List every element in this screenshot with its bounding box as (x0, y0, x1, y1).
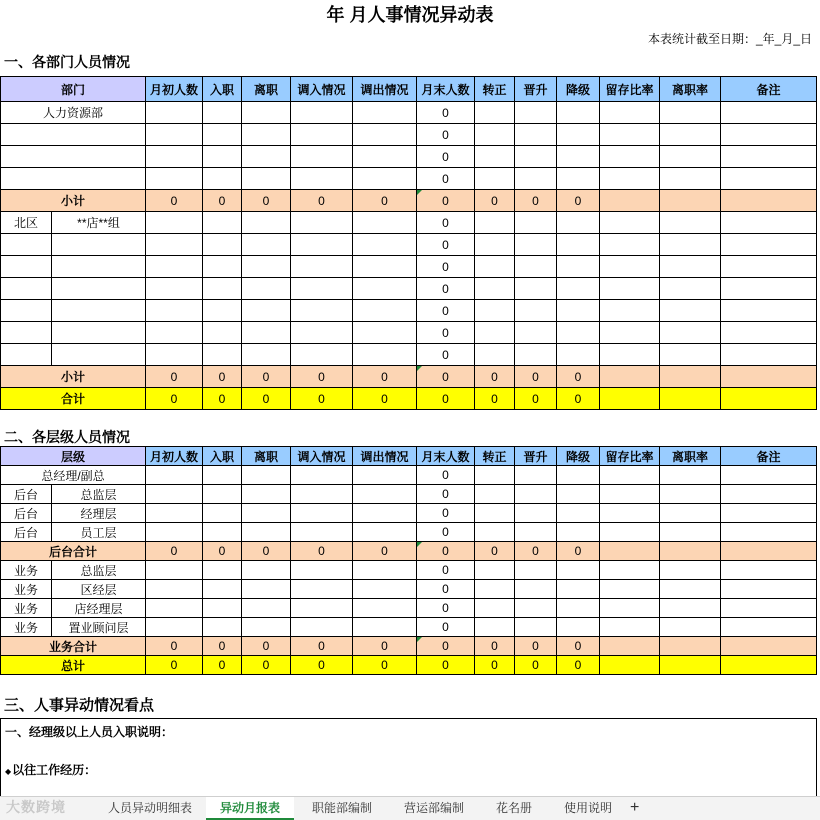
level-gm[interactable]: 总经理/副总 (1, 466, 146, 485)
total-row: 总计 0 0 0 0 0 0 0 0 0 (1, 656, 817, 675)
total-row: 合计 0 0 0 0 0 0 0 0 0 (1, 388, 817, 410)
end-count-cell[interactable]: 0 (417, 300, 475, 322)
table-row (1, 322, 817, 344)
table-row: 后台 总监层 0 (1, 485, 817, 504)
end-count-cell[interactable]: 0 (417, 322, 475, 344)
tab-function-staffing[interactable]: 职能部编制 (311, 801, 372, 815)
end-count-cell[interactable]: 0 (417, 278, 475, 300)
table-row (1, 168, 817, 190)
subtotal-row: 小计 0 0 0 0 0 0 0 0 0 (1, 366, 817, 388)
back-total-label: 后台合计 (1, 542, 146, 561)
level-header-row: 层级 月初人数 入职 离职 调入情况 调出情况 月末人数 转正 晋升 降级 留存比率 离职率 备注 (1, 447, 817, 466)
end-count-cell[interactable]: 0 (417, 212, 475, 234)
total-label: 合计 (1, 388, 146, 410)
table-row (1, 102, 817, 124)
date-note: 本表统计截至日期：_年_月_日 (647, 32, 812, 46)
header-start-count: 月初人数 (146, 77, 203, 102)
subtotal-row: 业务合计 0 0 0 0 0 0 0 0 0 (1, 637, 817, 656)
region-cell[interactable]: 北区 (1, 212, 52, 234)
header-dept: 部门 (1, 77, 146, 102)
end-count-cell[interactable]: 0 (417, 344, 475, 366)
end-count-cell[interactable]: 0 (417, 146, 475, 168)
level-table (0, 446, 817, 675)
header-remarks: 备注 (721, 77, 817, 102)
store-cell[interactable]: **店**组 (52, 212, 146, 234)
subtotal-row: 小计 0 0 0 0 0 0 0 0 0 (1, 190, 817, 212)
header-hire: 入职 (203, 77, 242, 102)
table-row (1, 344, 817, 366)
biz-total-label: 业务合计 (1, 637, 146, 656)
header-leave: 离职 (242, 77, 291, 102)
table-row: 后台 经理层 0 (1, 504, 817, 523)
tab-roster[interactable]: 花名册 (495, 801, 532, 815)
subtotal-label: 小计 (1, 190, 146, 212)
grand-total-label: 总计 (1, 656, 146, 675)
end-count-cell[interactable]: 0 (417, 102, 475, 124)
end-count-cell[interactable]: 0 (417, 124, 475, 146)
end-count-cell[interactable]: 0 (417, 234, 475, 256)
table-row (1, 256, 817, 278)
table-row (1, 124, 817, 146)
header-retention: 留存比率 (600, 77, 660, 102)
table-row: 业务 店经理层 0 (1, 599, 817, 618)
header-promote: 晋升 (515, 77, 557, 102)
header-transfer-in: 调入情况 (291, 77, 353, 102)
section1-heading: 一、各部门人员情况 (4, 54, 130, 70)
table-row (1, 212, 817, 234)
tab-operation-staffing[interactable]: 营运部编制 (403, 801, 464, 815)
header-transfer-out: 调出情况 (353, 77, 417, 102)
section3-heading: 三、人事异动情况看点 (4, 697, 155, 714)
section2-heading: 二、各层级人员情况 (4, 429, 130, 445)
header-turnover: 离职率 (660, 77, 721, 102)
header-end-count: 月末人数 (417, 77, 475, 102)
note-work-history: ◆ 以往工作经历： (5, 761, 96, 778)
table-row: 业务 区经层 0 (1, 580, 817, 599)
subtotal-row: 后台合计 0 0 0 0 0 0 0 0 0 (1, 542, 817, 561)
tab-monthly-report[interactable]: 异动月报表 (206, 797, 294, 820)
table-row (1, 146, 817, 168)
watermark-logo: 大数跨境 (6, 799, 66, 815)
table-row (1, 278, 817, 300)
table-row: 总经理/副总 0 (1, 466, 817, 485)
dept-name[interactable]: 人力资源部 (1, 102, 146, 124)
add-sheet-icon[interactable]: + (630, 799, 640, 816)
table-row (1, 300, 817, 322)
tab-change-detail[interactable]: 人员异动明细表 (107, 801, 192, 815)
sheet-title: 年 月人事情况异动表 (326, 5, 494, 25)
notes-box[interactable] (0, 718, 817, 798)
table-row: 业务 总监层 0 (1, 561, 817, 580)
tab-instructions[interactable]: 使用说明 (563, 801, 612, 815)
dept-header-row (1, 77, 817, 102)
table-row (1, 234, 817, 256)
header-demote: 降级 (557, 77, 600, 102)
dept-table (0, 76, 817, 410)
end-count-cell[interactable]: 0 (417, 168, 475, 190)
note-manager-hire: 一、经理级以上人员入职说明： (5, 725, 174, 739)
end-count-cell[interactable]: 0 (417, 256, 475, 278)
subtotal-label: 小计 (1, 366, 146, 388)
table-row: 后台 员工层 0 (1, 523, 817, 542)
table-row: 业务 置业顾问层 0 (1, 618, 817, 637)
sheet-tab-bar (0, 796, 820, 820)
header-regular: 转正 (475, 77, 515, 102)
header-level: 层级 (1, 447, 146, 466)
